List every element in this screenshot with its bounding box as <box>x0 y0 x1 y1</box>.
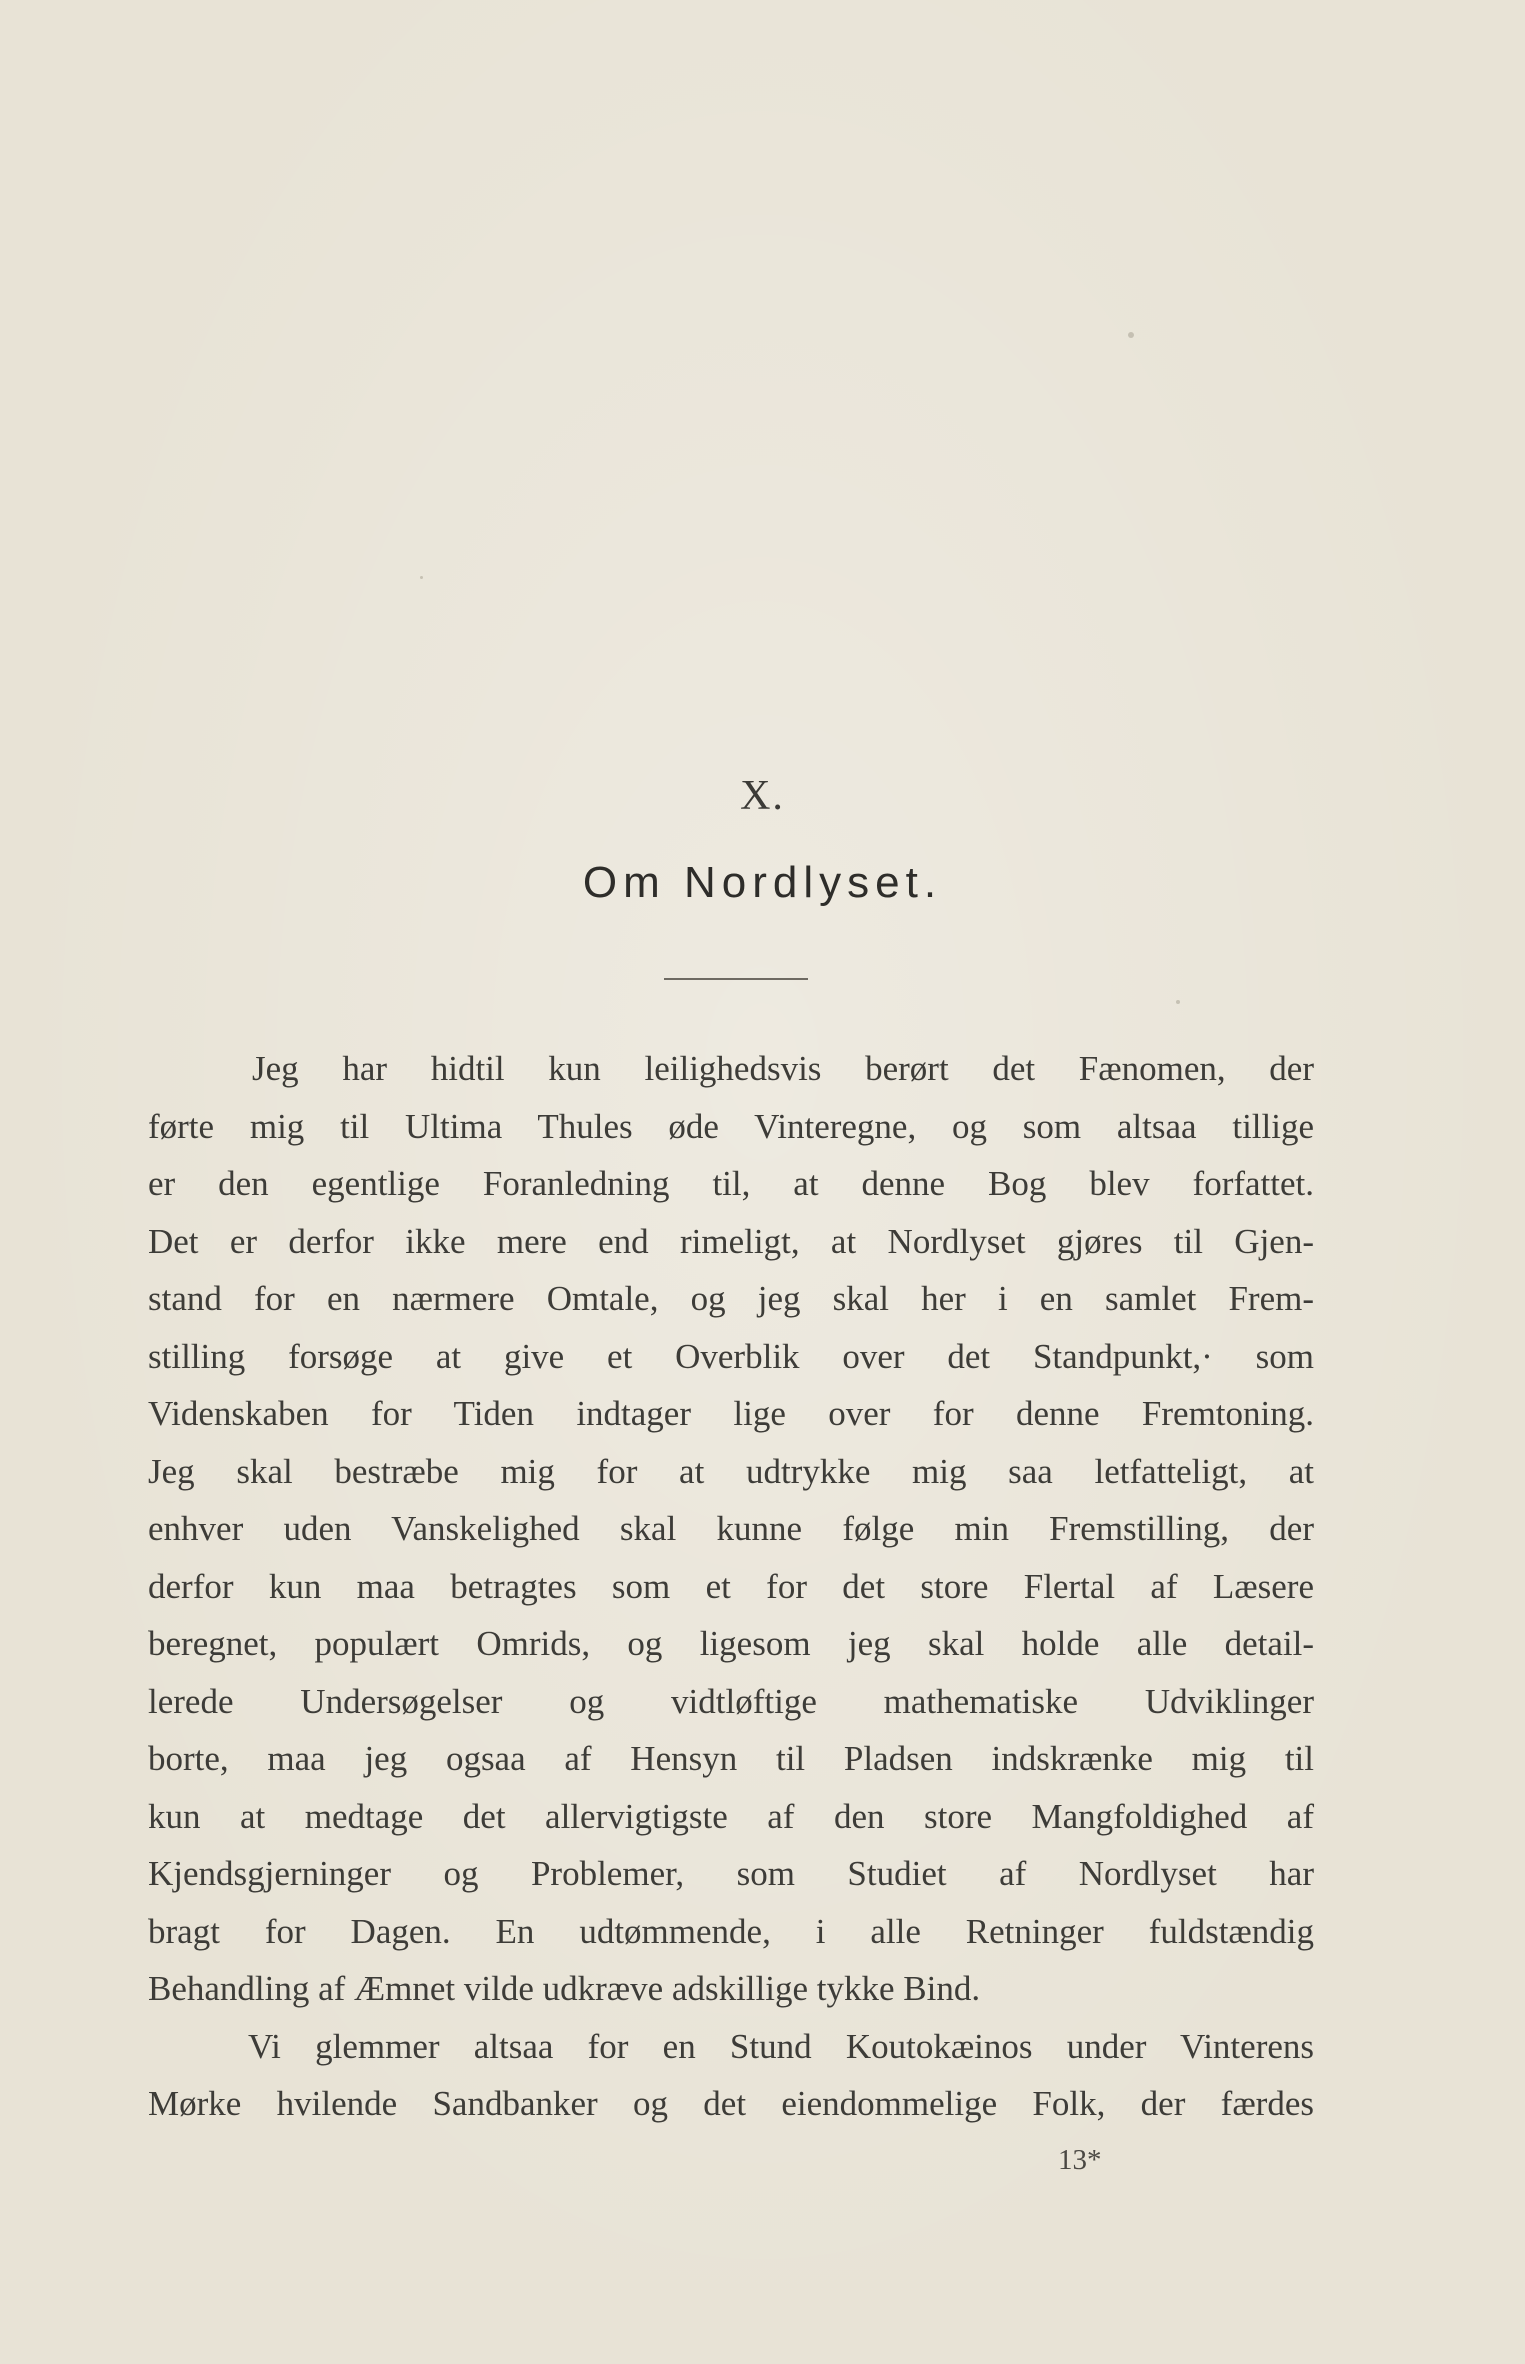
text-line: stilling forsøge at give et Overblik over det Standpunkt,· som <box>148 1336 1314 1376</box>
text-line: bragt for Dagen. En udtømmende, i alle Retninger fuldstændig <box>148 1911 1314 1951</box>
text-line: enhver uden Vanskelighed skal kunne følge min Fremstilling, der <box>148 1509 1314 1548</box>
page-number: 13* <box>1058 2144 1102 2176</box>
text-line: Mørke hvilende Sandbanker og det eiendommelige Folk, der færdes <box>148 2084 1314 2123</box>
title-divider <box>664 978 808 980</box>
text-line: Vi glemmer altsaa for en Stund Koutokæinos under Vinterens <box>248 2026 1314 2066</box>
text-line: borte, maa jeg ogsaa af Hensyn til Pladsen indskrænke mig til <box>148 1739 1314 1778</box>
text-line: førte mig til Ultima Thules øde Vinteregne, og som altsaa tillige <box>148 1106 1314 1146</box>
paper-speck <box>1128 332 1134 338</box>
paper-speck <box>420 576 423 579</box>
body-text <box>148 1040 1314 2133</box>
text-line: Det er derfor ikke mere end rimeligt, at Nordlyset gjøres til Gjen- <box>148 1221 1314 1261</box>
text-line: lerede Undersøgelser og vidtløftige mathematiske Udviklinger <box>148 1681 1314 1721</box>
paper-speck <box>1176 1000 1180 1004</box>
text-line: Videnskaben for Tiden indtager lige over for denne Fremtoning. <box>148 1394 1314 1433</box>
text-line: Behandling af Æmnet vilde udkræve adskillige tykke Bind. <box>148 1969 981 2008</box>
text-line: Jeg har hidtil kun leilighedsvis berørt det Fænomen, der <box>252 1049 1314 1088</box>
chapter-title: Om Nordlyset. <box>582 858 943 907</box>
text-line: Jeg skal bestræbe mig for at udtrykke mig saa letfatteligt, at <box>148 1451 1314 1491</box>
text-line: derfor kun maa betragtes som et for det store Flertal af Læsere <box>148 1566 1314 1606</box>
text-line: er den egentlige Foranledning til, at denne Bog blev forfattet. <box>148 1164 1314 1203</box>
text-line: Kjendsgjerninger og Problemer, som Studiet af Nordlyset har <box>148 1854 1314 1893</box>
text-line: beregnet, populært Omrids, og ligesom jeg skal holde alle detail- <box>148 1624 1314 1663</box>
chapter-number: X. <box>740 773 785 819</box>
text-line: stand for en nærmere Omtale, og jeg skal her i en samlet Frem- <box>148 1279 1314 1318</box>
text-line: kun at medtage det allervigtigste af den store Mangfoldighed af <box>148 1796 1314 1836</box>
